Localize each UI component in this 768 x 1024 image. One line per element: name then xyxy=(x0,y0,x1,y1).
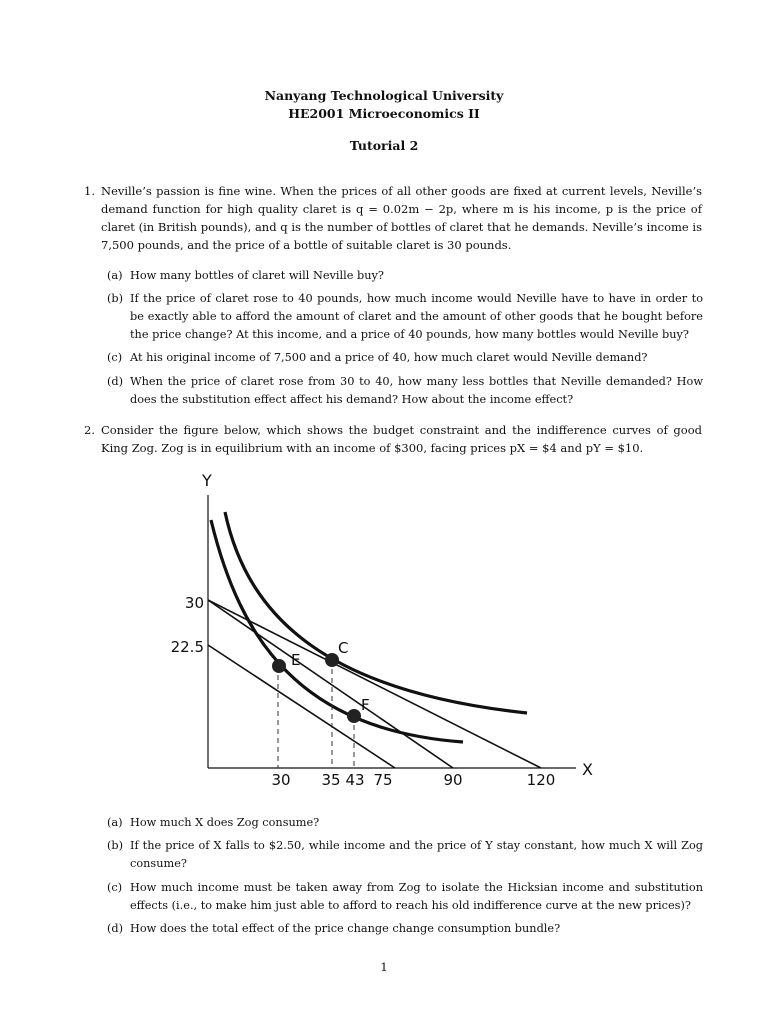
question-1-text: Neville’s passion is fine wine. When the prices of all other goods are fixed at current levels, Neville’s demand function for high quality claret is q = 0.02m − 2p, where m is his income, p is the price of claret (in British pounds), and q is the number of bottles of claret that he demands. Neville’s income is 7,500 pounds, and the price of a bottle of suitable claret is 30 pounds. xyxy=(101,184,702,252)
question-1a-label: (a) xyxy=(107,269,123,282)
question-2a-text: How much X does Zog consume? xyxy=(130,816,320,829)
point-e-label: E xyxy=(291,651,301,669)
point-e-marker xyxy=(272,659,286,673)
point-f-label: F xyxy=(361,696,370,714)
question-2d xyxy=(107,920,703,938)
question-1b-label: (b) xyxy=(107,292,124,305)
question-2c-label: (c) xyxy=(107,881,123,894)
x-tick-90: 90 xyxy=(443,771,463,789)
question-2c xyxy=(107,879,703,915)
x-tick-30: 30 xyxy=(271,771,291,789)
question-1a-text: How many bottles of claret will Neville buy? xyxy=(130,269,384,282)
question-1c-label: (c) xyxy=(107,351,123,364)
x-tick-120: 120 xyxy=(526,771,556,789)
question-2d-text: How does the total effect of the price change change consumption bundle? xyxy=(130,922,561,935)
indifference-curve-upper xyxy=(225,512,527,713)
question-2d-label: (d) xyxy=(107,922,124,935)
budget-indifference-figure xyxy=(160,465,610,799)
point-f-marker xyxy=(347,709,361,723)
page-number: 1 xyxy=(380,960,388,974)
question-1c xyxy=(107,349,703,367)
question-2a xyxy=(107,814,703,832)
x-tick-75: 75 xyxy=(373,771,393,789)
budget-line-original xyxy=(208,600,453,768)
question-2-text: Consider the figure below, which shows the budget constraint and the indifference curves of good King Zog. Zog is in equilibrium with an income of $300, facing prices pX = $4 and pY = $10. xyxy=(101,423,702,455)
question-1d xyxy=(107,373,703,409)
figure-svg xyxy=(160,465,610,795)
point-c-label: C xyxy=(338,639,349,657)
y-axis-label: Y xyxy=(202,471,212,490)
x-tick-43: 43 xyxy=(345,771,365,789)
y-tick-22-5: 22.5 xyxy=(170,638,204,656)
question-1d-text: When the price of claret rose from 30 to 40, how many less bottles that Neville demanded? How does the substitution effect affect his demand? How about the income effect? xyxy=(130,375,703,406)
question-1d-label: (d) xyxy=(107,375,124,388)
university-title: Nanyang Technological University xyxy=(264,88,504,103)
question-1b xyxy=(107,290,703,344)
y-tick-30: 30 xyxy=(184,594,204,612)
tutorial-title: Tutorial 2 xyxy=(349,138,419,153)
point-c-marker xyxy=(325,653,339,667)
x-tick-35: 35 xyxy=(321,771,341,789)
question-1c-text: At his original income of 7,500 and a price of 40, how much claret would Neville demand? xyxy=(130,351,648,364)
question-2a-label: (a) xyxy=(107,816,123,829)
budget-line-new xyxy=(208,600,541,768)
course-title: HE2001 Microeconomics II xyxy=(288,106,480,121)
question-1-number: 1. xyxy=(84,184,95,198)
question-1a xyxy=(107,267,703,285)
question-1b-text: If the price of claret rose to 40 pounds, how much income would Neville have to have in order to be exactly able to afford the amount of claret and the amount of other goods that he bought before the price change? At this income, and a price of 40 pounds, how many bottles would Neville buy? xyxy=(130,292,703,341)
question-2b xyxy=(107,837,703,873)
question-2b-label: (b) xyxy=(107,839,124,852)
question-2b-text: If the price of X falls to $2.50, while income and the price of Y stay constant, how much X will Zog consume? xyxy=(130,839,703,870)
question-2c-text: How much income must be taken away from Zog to isolate the Hicksian income and substitution effects (i.e., to make him just able to afford to reach his old indifference curve at the new prices)? xyxy=(130,881,703,912)
question-2-number: 2. xyxy=(84,423,95,437)
x-axis-label: X xyxy=(582,760,593,779)
